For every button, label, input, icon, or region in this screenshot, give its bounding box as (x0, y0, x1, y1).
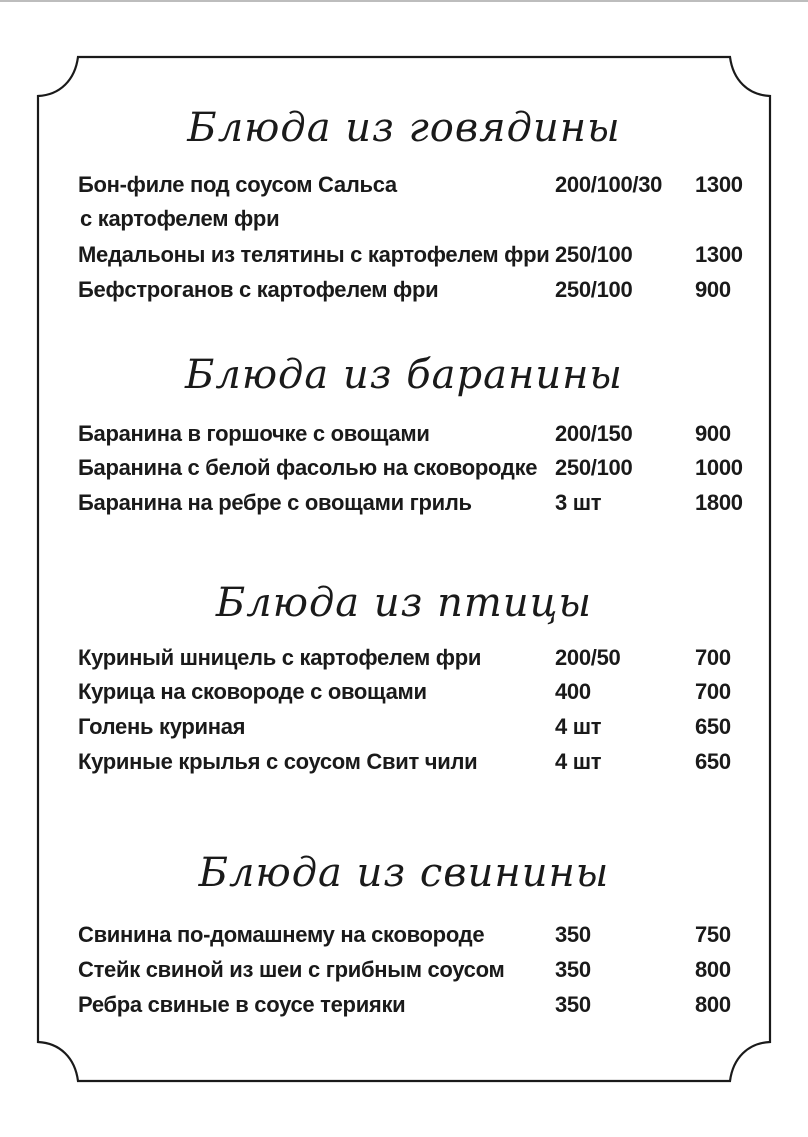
section-title-beef: Блюда из говядины (187, 105, 621, 151)
item-price: 650 (695, 749, 731, 774)
item-name: Бон-филе под соусом Сальса (78, 172, 397, 197)
item-weight: 350 (555, 992, 591, 1017)
item-weight: 200/150 (555, 421, 633, 446)
menu-item (0, 240, 808, 270)
item-name: Баранина в горшочке с овощами (78, 421, 430, 446)
item-name: Куриный шницель с картофелем фри (78, 645, 482, 670)
menu-item (0, 747, 808, 777)
menu-item (0, 990, 808, 1020)
item-name: Голень куриная (78, 714, 246, 739)
item-price: 800 (695, 957, 731, 982)
item-weight: 350 (555, 922, 591, 947)
item-name-continuation: с картофелем фри (80, 206, 280, 231)
menu-item (0, 643, 808, 673)
section-title-pork: Блюда из свинины (198, 850, 610, 896)
item-price: 700 (695, 645, 731, 670)
item-weight: 4 шт (555, 714, 602, 739)
item-name: Баранина на ребре с овощами гриль (78, 490, 472, 515)
item-price: 1000 (695, 455, 743, 480)
item-name: Свинина по-домашнему на сковороде (78, 922, 485, 947)
item-weight: 250/100 (555, 277, 633, 302)
menu-item (0, 955, 808, 985)
menu-item (0, 170, 808, 231)
item-weight: 400 (555, 679, 591, 704)
item-price: 1300 (695, 242, 743, 267)
item-name: Ребра свиные в соусе терияки (78, 992, 406, 1017)
menu-item (0, 677, 808, 707)
menu-item (0, 453, 808, 483)
item-weight: 200/50 (555, 645, 621, 670)
item-price: 1800 (695, 490, 743, 515)
item-name: Стейк свиной из шеи с грибным соусом (78, 957, 505, 982)
item-price: 750 (695, 922, 731, 947)
item-name: Бефстроганов с картофелем фри (78, 277, 439, 302)
item-price: 900 (695, 277, 731, 302)
menu-item (0, 712, 808, 742)
menu-item (0, 419, 808, 449)
item-weight: 350 (555, 957, 591, 982)
item-weight: 4 шт (555, 749, 602, 774)
item-price: 800 (695, 992, 731, 1017)
item-price: 650 (695, 714, 731, 739)
section-title-poultry: Блюда из птицы (215, 580, 593, 626)
menu-item (0, 920, 808, 950)
item-weight: 3 шт (555, 490, 602, 515)
item-name: Куриные крылья с соусом Свит чили (78, 749, 478, 774)
item-weight: 200/100/30 (555, 172, 663, 197)
item-name: Курица на сковороде с овощами (78, 679, 427, 704)
item-weight: 250/100 (555, 242, 633, 267)
item-weight: 250/100 (555, 455, 633, 480)
menu-item (0, 488, 808, 518)
section-title-lamb: Блюда из баранины (184, 352, 624, 398)
item-name: Баранина с белой фасолью на сковородке (78, 455, 538, 480)
item-name: Медальоны из телятины с картофелем фри (78, 242, 550, 267)
item-price: 900 (695, 421, 731, 446)
item-price: 1300 (695, 172, 743, 197)
item-price: 700 (695, 679, 731, 704)
menu-item (0, 275, 808, 305)
